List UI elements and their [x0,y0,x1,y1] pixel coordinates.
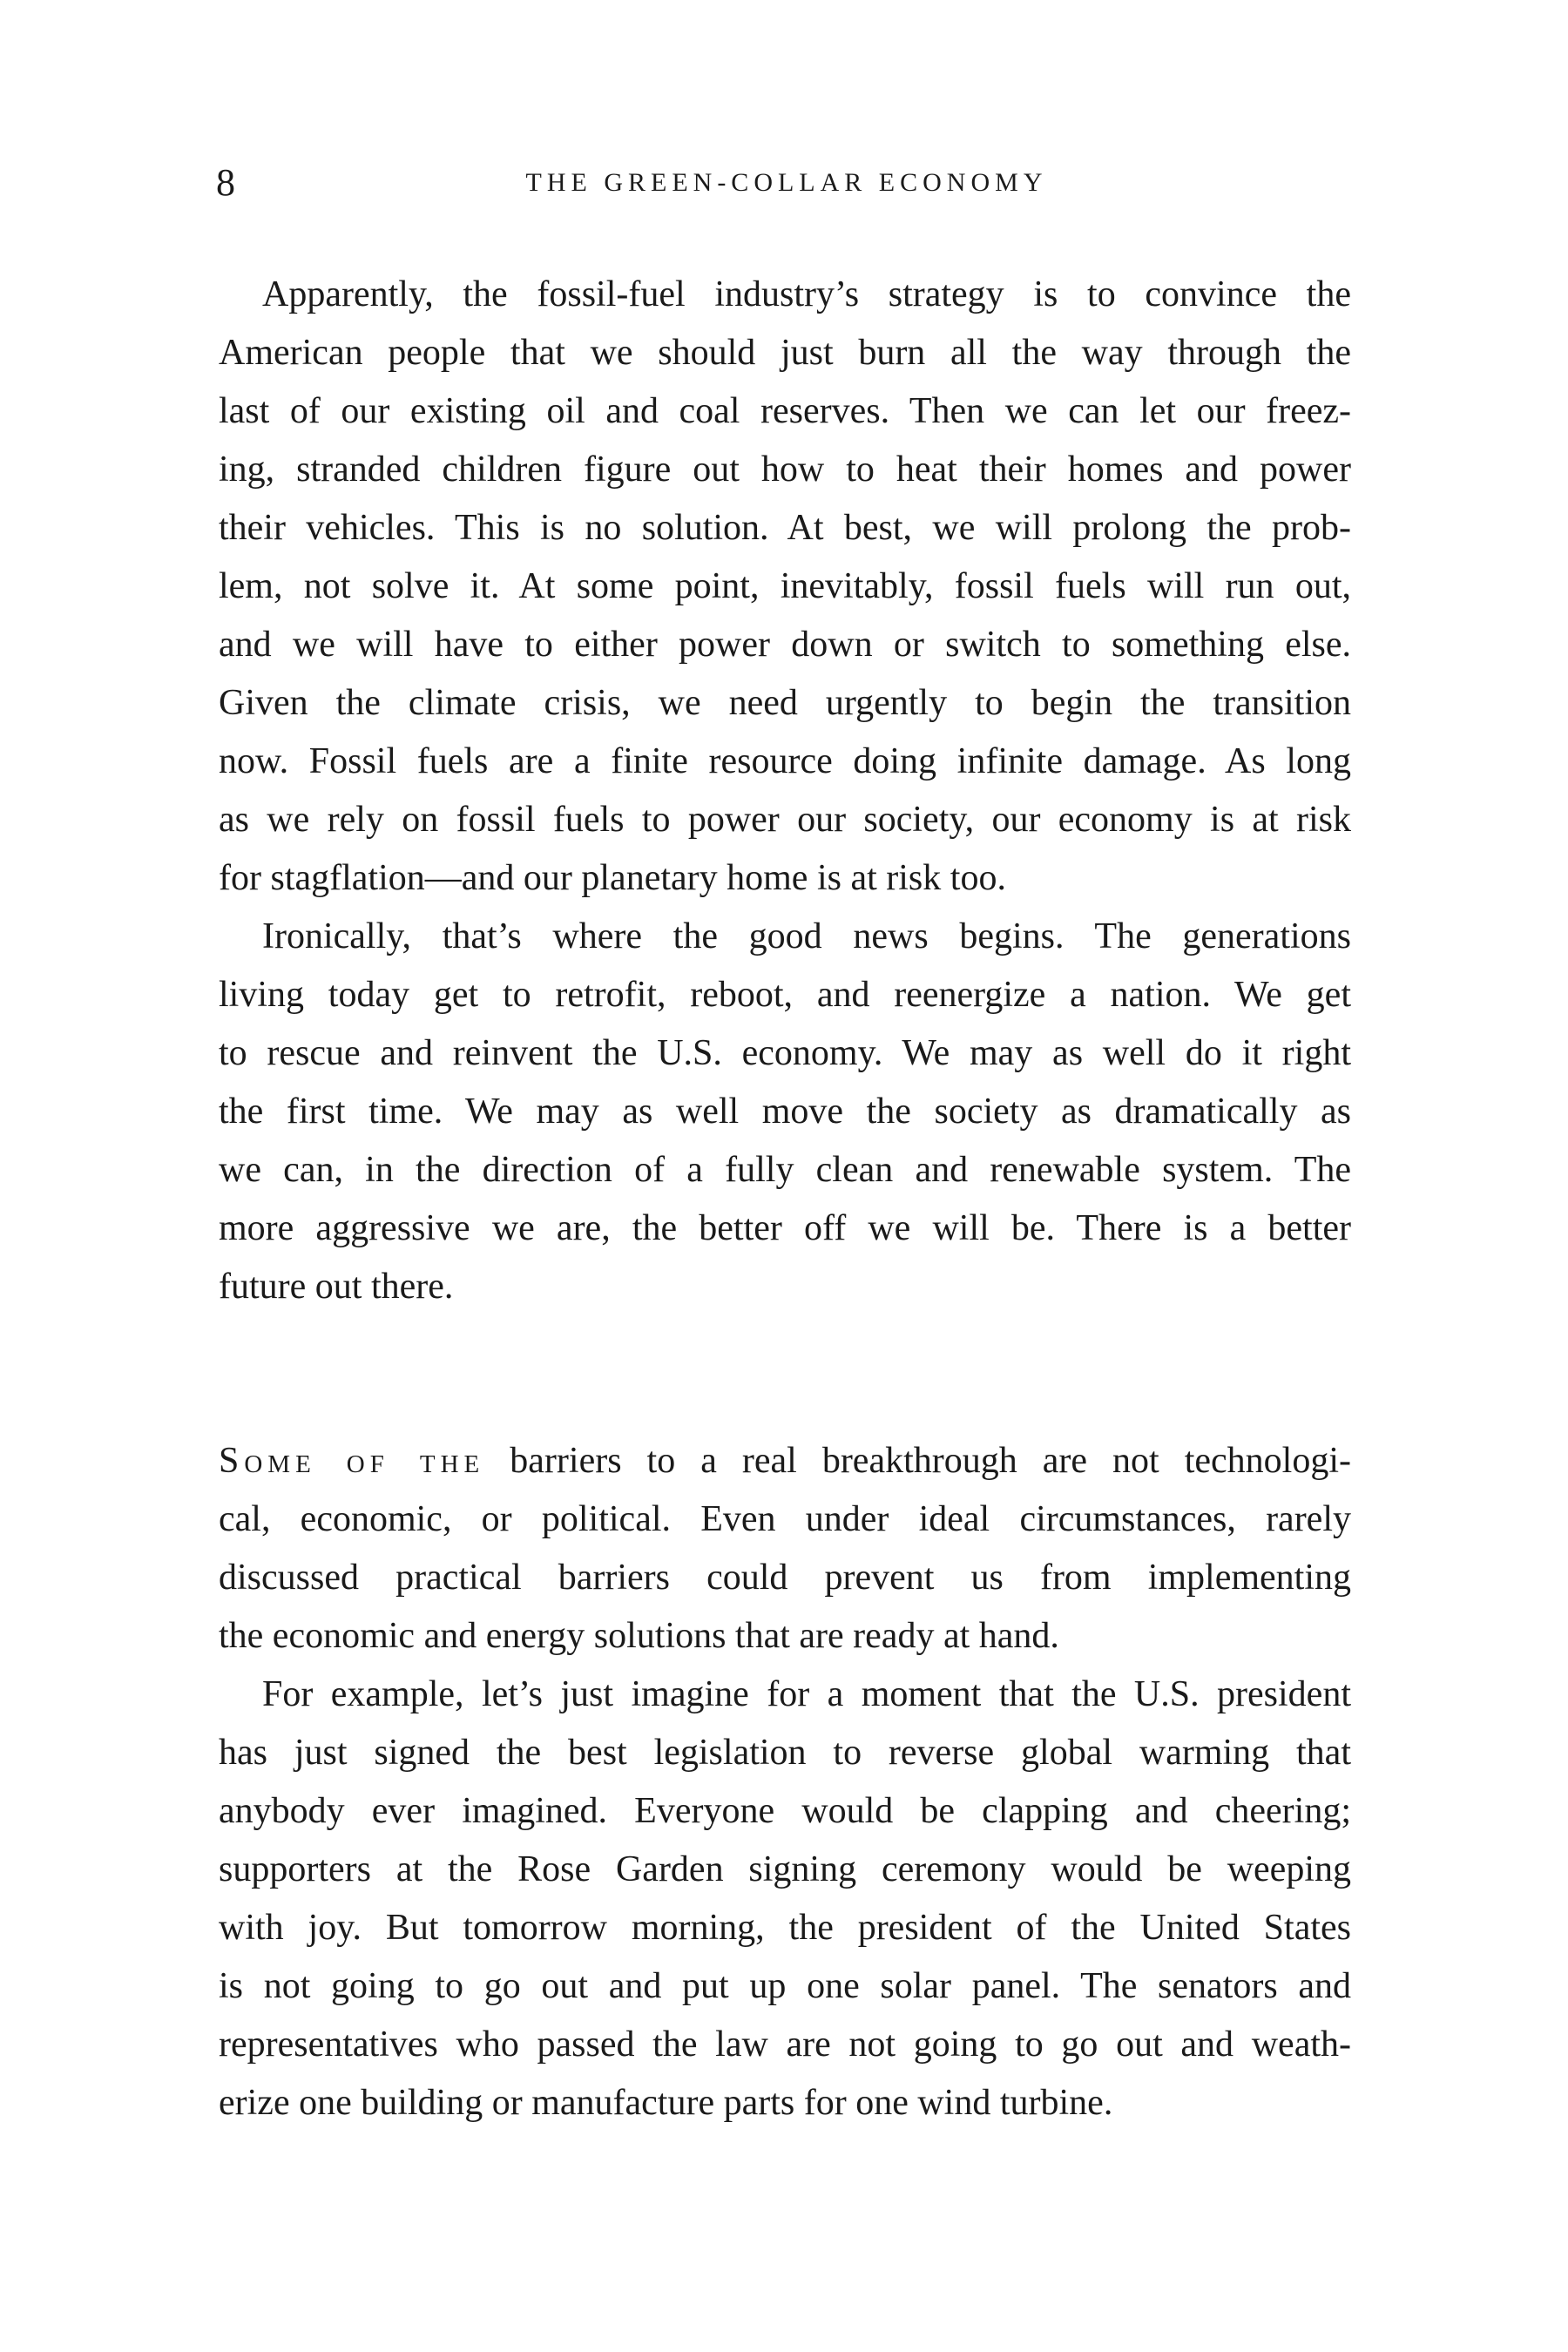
text-line: as we rely on fossil fuels to power our society, our economy is at risk [219,800,1351,840]
text-line: anybody ever imagined. Everyone would be clapping and cheering; [219,1791,1351,1831]
text-line: and we will have to either power down or switch to something else. [219,625,1351,665]
section-opening-line [219,1432,1351,1490]
text-line: living today get to retrofit, reboot, and reenergize a nation. We get [219,975,1351,1015]
text-line: more aggressive we are, the better off we will be. There is a better [219,1208,1351,1248]
text-line: For example, let’s just imagine for a moment that the U.S. president [262,1674,1351,1714]
text-line: with joy. But tomorrow morning, the president of the United States [219,1908,1351,1948]
text-line: the economic and energy solutions that are ready at hand. [219,1616,1059,1656]
text-line: Ironically, that’s where the good news begins. The generations [262,916,1351,956]
text-line: their vehicles. This is no solution. At best, we will prolong the prob- [219,508,1351,548]
text-line: now. Fossil fuels are a finite resource doing infinite damage. As long [219,741,1351,781]
running-head: THE GREEN-COLLAR ECONOMY [525,168,1048,197]
text-line: supporters at the Rose Garden signing ceremony would be weeping [219,1849,1351,1889]
page-header [216,157,1357,209]
section-lead-in: Some of the [219,1441,485,1481]
page-number: 8 [216,161,235,204]
text-line: American people that we should just burn all the way through the [219,333,1351,373]
text-line: for stagflation—and our planetary home is at risk too. [219,858,1006,898]
text-line: Given the climate crisis, we need urgently to begin the transition [219,683,1351,723]
text-line: we can, in the direction of a fully clean and renewable system. The [219,1150,1351,1190]
text-line: ing, stranded children figure out how to heat their homes and power [219,449,1351,490]
text-line: is not going to go out and put up one solar panel. The senators and [219,1966,1351,2006]
text-line: discussed practical barriers could prevent us from implementing [219,1558,1351,1598]
text-line: Apparently, the fossil-fuel industry’s strategy is to convince the [262,274,1351,314]
text-line: the first time. We may as well move the society as dramatically as [219,1092,1351,1132]
text-line: has just signed the best legislation to reverse global warming that [219,1733,1351,1773]
text-line: to rescue and reinvent the U.S. economy. We may as well do it right [219,1033,1351,1073]
text-line: cal, economic, or political. Even under ideal circumstances, rarely [219,1499,1351,1539]
text-line: future out there. [219,1267,454,1307]
section-line-text: barriers to a real breakthrough are not technologi- [510,1441,1351,1481]
text-line: lem, not solve it. At some point, inevitably, fossil fuels will run out, [219,566,1351,606]
text-line: representatives who passed the law are not going to go out and weath- [219,2024,1351,2065]
text-line: last of our existing oil and coal reserves. Then we can let our freez- [219,391,1351,431]
text-line: erize one building or manufacture parts for one wind turbine. [219,2083,1113,2123]
